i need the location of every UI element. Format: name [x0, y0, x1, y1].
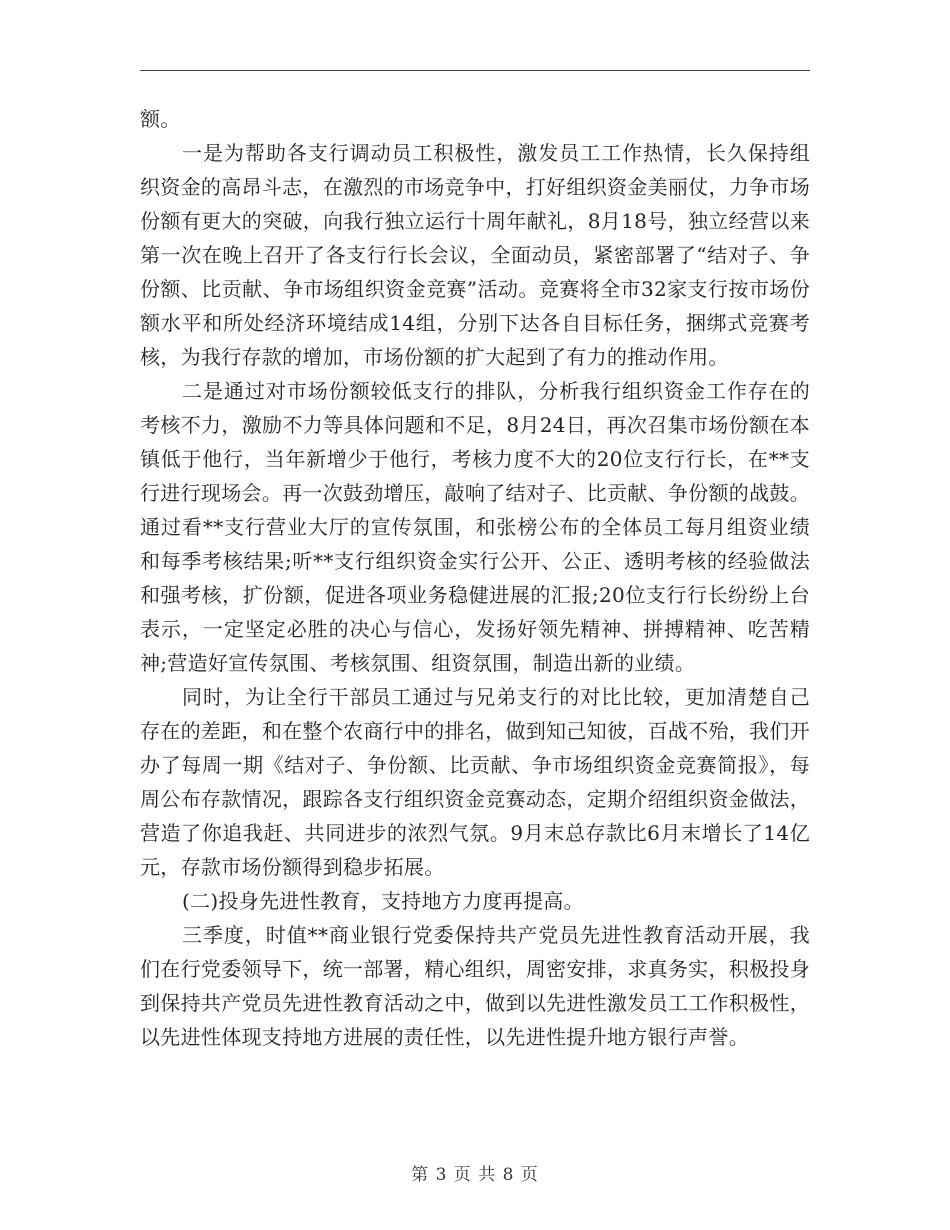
document-body — [140, 102, 810, 1054]
paragraph-third-quarter: 三季度，时值**商业银行党委保持共产党员先进性教育活动开展，我们在行党委领导下，统一部署，精心组织，周密安排，求真务实，积极投身到保持共产党员先进性教育活动之中，做到以先进性激发员工工作积极性，以先进性体现支持地方进展的责任性，以先进性提升地方银行声誉。 — [140, 923, 810, 1049]
paragraph-first-measure: 一是为帮助各支行调动员工积极性，激发员工工作热情，长久保持组织资金的高昂斗志，在激烈的市场竞争中，打好组织资金美丽仗，力争市场份额有更大的突破，向我行独立运行十周年献礼，8月18号，独立经营以来第一次在晚上召开了各支行行长会议，全面动员，紧密部署了“结对子、争份额、比贡献、争市场组织资金竞赛”活动。竞赛将全市32家支行按市场份额水平和所处经济环境结成14组，分别下达各自目标任务，捆绑式竞赛考核，为我行存款的增加，市场份额的扩大起到了有力的推动作用。 — [140, 141, 810, 369]
header-rule — [140, 70, 810, 71]
paragraph-second-measure: 二是通过对市场份额较低支行的排队，分析我行组织资金工作存在的考核不力，激励不力等具体问题和不足，8月24日，再次召集市场份额在本镇低于他行，当年新增少于他行，考核力度不大的20位支行行长，在**支行进行现场会。再一次鼓劲增压，敲响了结对子、比贡献、争份额的战鼓。通过看**支行营业大厅的宣传氛围，和张榜公布的全体员工每月组资业绩和每季考核结果;听**支行组织资金实行公开、公正、透明考核的经验做法和强考核，扩份额，促进各项业务稳健进展的汇报;20位支行行长纷纷上台表示，一定坚定必胜的决心与信心，发扬好领先精神、拼搏精神、吃苦精神;营造好宣传氛围、考核氛围、组资氛围，制造出新的业绩。 — [140, 379, 810, 675]
paragraph-continuation: 额。 — [140, 107, 181, 131]
section-heading: (二)投身先进性教育，支持地方力度再提高。 — [182, 889, 584, 913]
page-number: 第 3 页 共 8 页 — [411, 1165, 539, 1185]
paragraph-weekly-bulletin: 同时，为让全行干部员工通过与兄弟支行的对比比较，更加清楚自己存在的差距，和在整个农商行中的排名，做到知己知彼，百战不殆，我们开办了每周一期《结对子、争份额、比贡献、争市场组织资金竞赛简报》，每周公布存款情况，跟踪各支行组织资金竞赛动态，定期介绍组织资金做法，营造了你追我赶、共同进步的浓烈气氛。9月末总存款比6月末增长了14亿元，存款市场份额得到稳步拓展。 — [140, 685, 810, 879]
